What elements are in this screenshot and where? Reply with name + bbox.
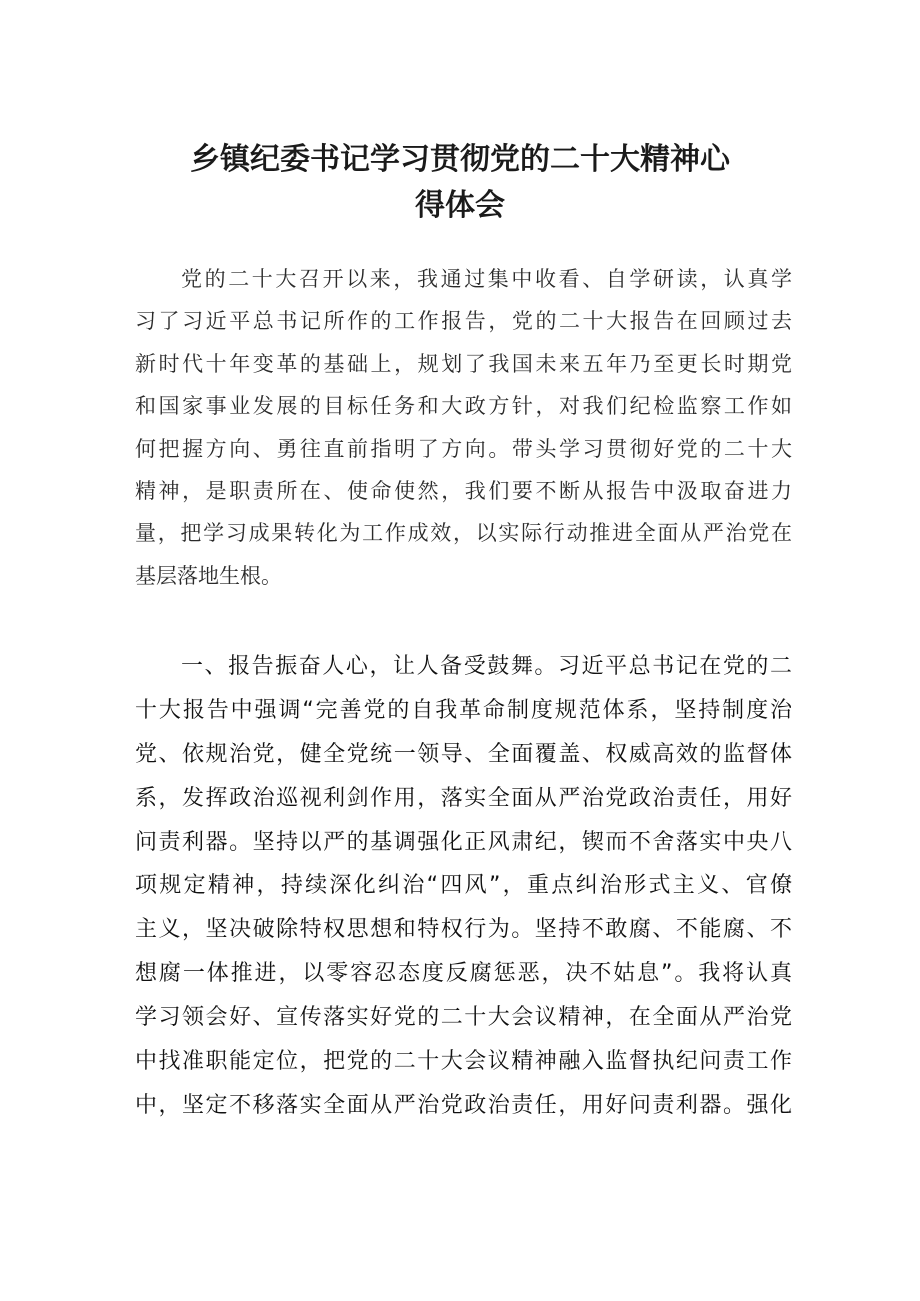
paragraph-line: 一、报告振奋人心，让人备受鼓舞。习近平总书记在党的二 [181, 654, 792, 679]
paragraph-line: 问责利器。坚持以严的基调强化正风肃纪，锲而不舍落实中央八 [135, 829, 792, 855]
paragraph-line: 党的二十大召开以来，我通过集中收看、自学研读，认真学 [181, 267, 792, 291]
document-title-line-2: 得体会 [415, 188, 505, 223]
paragraph-line: 主义，坚决破除特权思想和特权行为。坚持不敢腐、不能腐、不 [135, 917, 792, 943]
paragraph-line: 基层落地生根。 [135, 563, 282, 588]
paragraph-line: 量，把学习成果转化为工作成效，以实际行动推进全面从严治党在 [135, 521, 792, 546]
paragraph-line: 十大报告中强调“完善党的自我革命制度规范体系，坚持制度治 [135, 697, 792, 723]
paragraph-line: 习了习近平总书记所作的工作报告，党的二十大报告在回顾过去 [135, 309, 792, 334]
paragraph-intro [135, 258, 792, 597]
paragraph-line: 中，坚定不移落实全面从严治党政治责任，用好问责利器。强化 [135, 1092, 792, 1118]
paragraph-line: 学习领会好、宣传落实好党的二十大会议精神，在全面从严治党 [135, 1005, 792, 1031]
paragraph-section-1 [135, 645, 792, 1128]
paragraph-line: 中找准职能定位，把党的二十大会议精神融入监督执纪问责工作 [135, 1049, 792, 1075]
document-title-line-1: 乡镇纪委书记学习贯彻党的二十大精神心 [190, 142, 730, 177]
paragraph-line: 何把握方向、勇往直前指明了方向。带头学习贯彻好党的二十大 [135, 436, 792, 461]
paragraph-line: 党、依规治党，健全党统一领导、全面覆盖、权威高效的监督体 [135, 741, 792, 767]
paragraph-line: 和国家事业发展的目标任务和大政方针，对我们纪检监察工作如 [135, 394, 792, 419]
paragraph-line: 精神，是职责所在、使命使然，我们要不断从报告中汲取奋进力 [135, 478, 792, 503]
paragraph-line: 新时代十年变革的基础上，规划了我国未来五年乃至更长时期党 [135, 351, 792, 376]
paragraph-line: 项规定精神，持续深化纠治“四风”，重点纠治形式主义、官僚 [135, 873, 793, 899]
paragraph-line: 想腐一体推进，以零容忍态度反腐惩恶，决不姑息”。我将认真 [135, 961, 792, 987]
paragraph-line: 系，发挥政治巡视利剑作用，落实全面从严治党政治责任，用好 [135, 785, 792, 811]
